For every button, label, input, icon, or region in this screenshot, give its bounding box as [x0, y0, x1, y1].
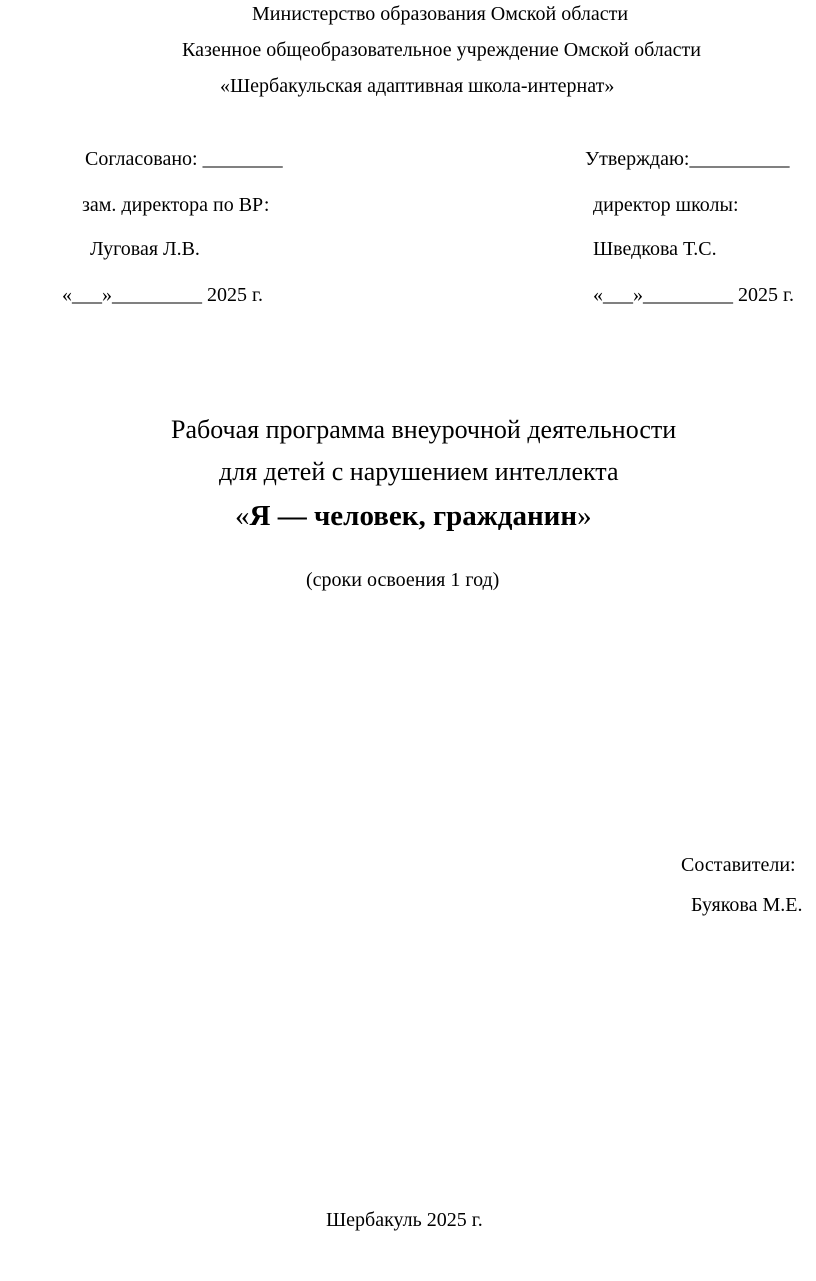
ministry-line: Министерство образования Омской области [252, 3, 629, 25]
quote-close: » [577, 500, 592, 532]
program-title-line2: для детей с нарушением интеллекта [219, 457, 619, 486]
approved-date: «___»_________ 2025 г. [593, 284, 794, 306]
school-line: «Шербакульская адаптивная школа-интернат» [220, 75, 615, 97]
agreed-date: «___»_________ 2025 г. [62, 284, 263, 306]
director-position: директор школы: [593, 194, 739, 216]
deputy-position: зам. директора по ВР: [82, 194, 270, 216]
authors-label: Составители: [681, 854, 796, 876]
program-duration: (сроки освоения 1 год) [306, 569, 500, 591]
institution-line: Казенное общеобразовательное учреждение Омской области [182, 39, 701, 61]
director-name: Шведкова Т.С. [593, 238, 717, 260]
deputy-name: Луговая Л.В. [90, 238, 200, 260]
program-title-line1: Рабочая программа внеурочной деятельности [171, 415, 677, 444]
agreed-line: Согласовано: ________ [85, 148, 283, 170]
place-year: Шербакуль 2025 г. [326, 1209, 483, 1231]
author-name: Буякова М.Е. [691, 894, 803, 916]
program-name [235, 499, 592, 534]
quote-open: « [235, 500, 250, 532]
program-name-text: Я — человек, гражданин [249, 500, 578, 532]
approved-line: Утверждаю:__________ [585, 148, 790, 170]
